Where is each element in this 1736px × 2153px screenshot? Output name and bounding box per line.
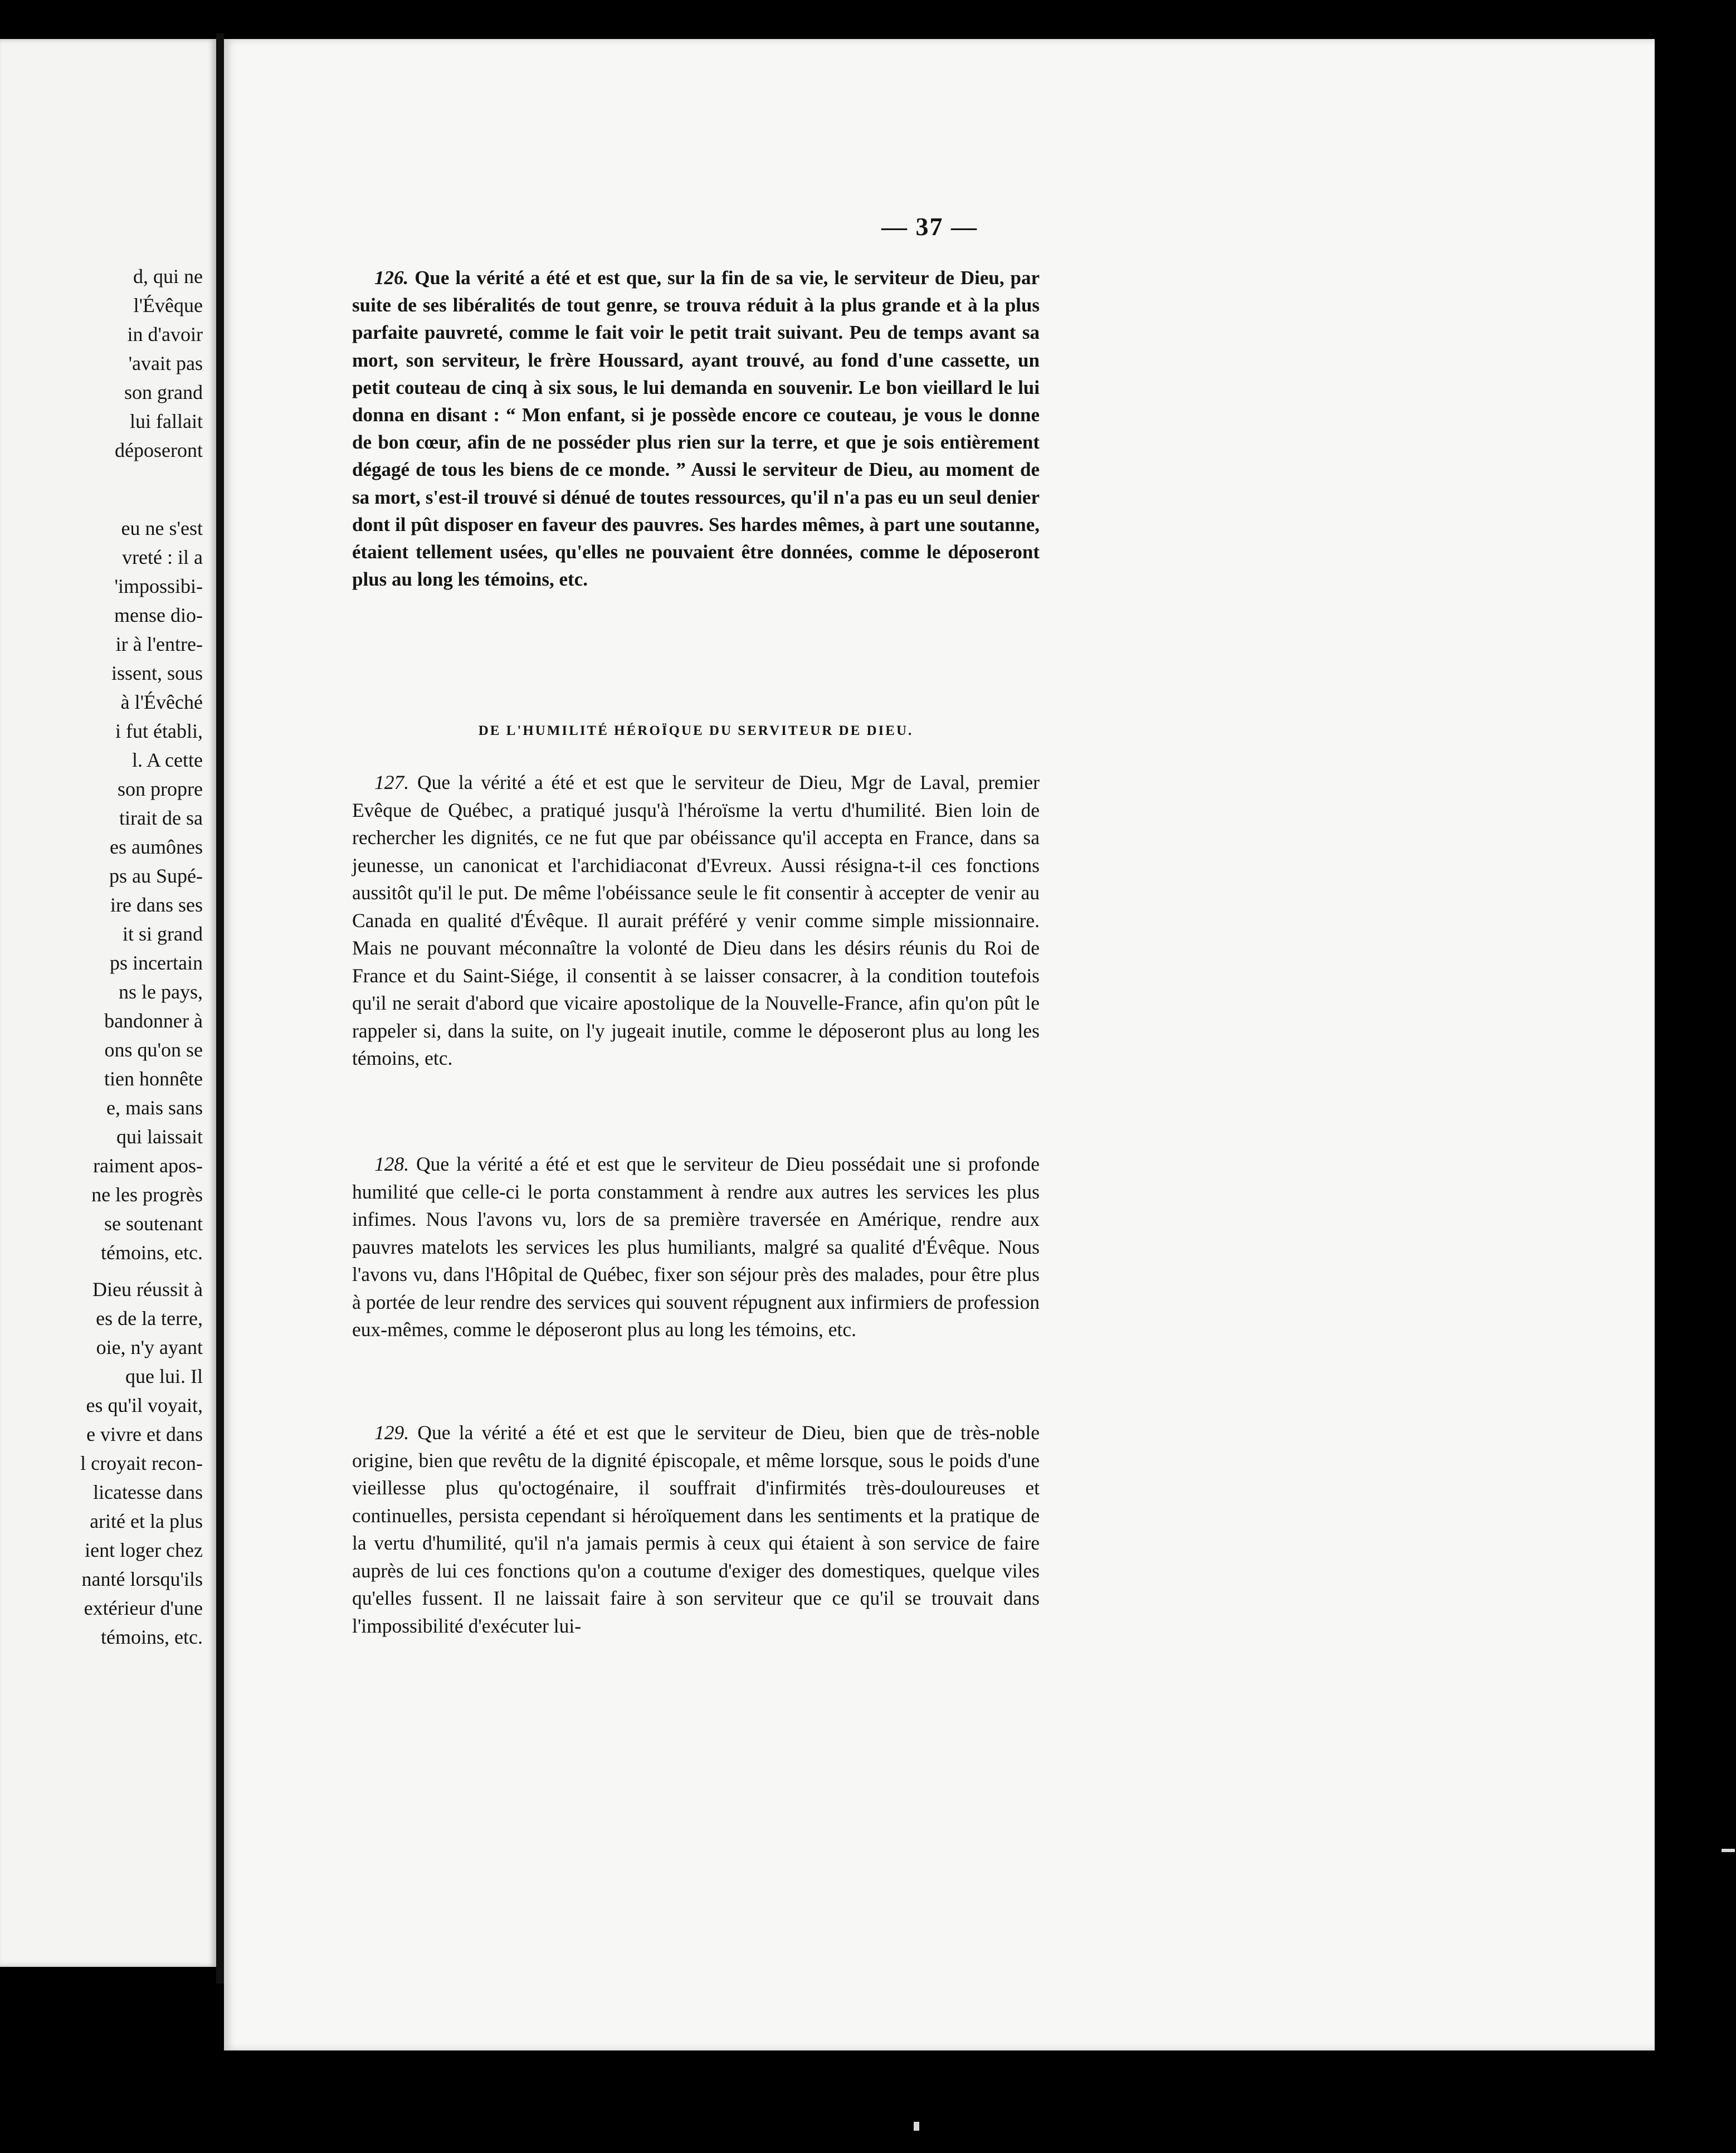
paragraph-129	[352, 1419, 1040, 1640]
page-number: — 37 —	[881, 212, 978, 241]
paragraph-text: Que la vérité a été et est que le serviteur de Dieu, Mgr de Laval, premier Evêque de Québec, a pratiqué jusqu'à l'héroïsme la vertu d'humilité. Bien loin de rechercher les dignités, ce ne fut que par obéissance qu'il accepta en France, dans sa jeunesse, un canonicat et l'archidiaconat d'Evreux. Aussi résigna-t-il ces fonctions aussitôt qu'il le put. De même l'obéissance seule le fit consentir à accepter de venir au Canada en qualité d'Évêque. Il aurait préféré y venir comme simple missionnaire. Mais ne pouvant méconnaître la volonté de Dieu dans les désirs réunis du Roi de France et du Saint-Siége, il consentit à se laisser consacrer, à la condition toutefois qu'il ne serait d'abord que vicaire apostolique de la Nouvelle-France, afin qu'on pût le rappeler si, dans la suite, on l'y jugeait inutile, comme le déposeront plus au long les témoins, etc.	[352, 771, 1040, 1069]
paragraph-text: Que la vérité a été et est que, sur la fin de sa vie, le serviteur de Dieu, par suite de ses libéralités de tout genre, se trouva réduit à la plus grande et à la plus parfaite pauvreté, comme le fait voir le petit trait suivant. Peu de temps avant sa mort, son serviteur, le frère Houssard, ayant trouvé, au fond d'une cassette, un petit couteau de cinq à six sous, le lui demanda en souvenir. Le bon vieillard le lui donna en disant : “ Mon enfant, si je possède encore ce couteau, je vous le donne de bon cœur, afin de ne posséder plus rien sur la terre, et que je sois entièrement dégagé de tous les biens de ce monde. ” Aussi le serviteur de Dieu, au moment de sa mort, s'est-il trouvé si dénué de toutes ressources, qu'il n'a pas eu un seul denier dont il pût disposer en faveur des pauvres. Ses hardes mêmes, à part une soutanne, étaient tellement usées, qu'elles ne pouvaient être données, comme le déposeront plus au long les témoins, etc.	[352, 267, 1040, 591]
paragraph-number: 128.	[374, 1153, 409, 1175]
paragraph-text: Que la vérité a été et est que le serviteur de Dieu possédait une si profonde humilité que celle-ci le porta constamment à rendre aux autres les services les plus infimes. Nous l'avons vu, lors de sa première traversée en Amérique, rendre aux pauvres matelots les services les plus humiliants, malgré sa qualité d'Évêque. Nous l'avons vu, dans l'Hôpital de Québec, fixer son séjour près des malades, pour être plus à portée de leur rendre des services qui souvent répugnent aux infirmiers de profession eux-mêmes, comme le déposeront plus au long les témoins, etc.	[352, 1153, 1040, 1341]
current-page	[224, 39, 1655, 2050]
previous-page	[0, 39, 216, 1967]
left-page-text-block-3: Dieu réussit à es de la terre, oie, n'y ayant que lui. Il es qu'il voyait, e vivre et dans l croyait recon- licatesse dans arité et la plus ient loger chez nanté lorsqu'ils extérieur d'une témoins, etc.	[80, 1278, 203, 1648]
paragraph-number: 127.	[374, 771, 409, 793]
paragraph-number: 129.	[374, 1421, 409, 1444]
paragraph-127	[352, 769, 1040, 1073]
paragraph-126	[352, 264, 1040, 593]
paragraph-text: Que la vérité a été et est que le serviteur de Dieu, bien que de très-noble origine, bien que revêtu de la dignité épiscopale, et même lorsque, sous le poids d'une vieillesse plus qu'octogénaire, il souffrait d'infirmités très-douloureuses et continuelles, persista cependant si héroïquement dans les sentiments et la pratique de la vertu d'humilité, qu'il n'a jamais permis à ceux qui étaient à son service de faire auprès de lui ces fonctions qu'on a coutume d'exiger des domestiques, quelque viles qu'elles fussent. Il ne laissait faire à son serviteur que ce qu'il se trouvait dans l'impossibilité d'exécuter lui-	[352, 1421, 1040, 1637]
section-heading: DE L'HUMILITÉ HÉROÏQUE DU SERVITEUR DE DIEU.	[478, 723, 914, 738]
paragraph-number: 126.	[374, 267, 409, 289]
left-page-text-block-2: eu ne s'est vreté : il a 'impossibi- mense dio- ir à l'entre- issent, sous à l'Évêché i fut établi, l. A cette son propre tirait de sa es aumônes ps au Supé- ire dans ses it si grand ps incertain ns le pays, bandonner à ons qu'on se tien honnête e, mais sans qui laissait raiment apos- ne les progrès se soutenant témoins, etc.	[91, 517, 203, 1264]
page-gutter	[216, 33, 224, 1984]
paragraph-128	[352, 1151, 1040, 1344]
left-page-text-block-1: d, qui ne l'Évêque in d'avoir 'avait pas son grand lui fallait déposeront	[115, 265, 203, 461]
